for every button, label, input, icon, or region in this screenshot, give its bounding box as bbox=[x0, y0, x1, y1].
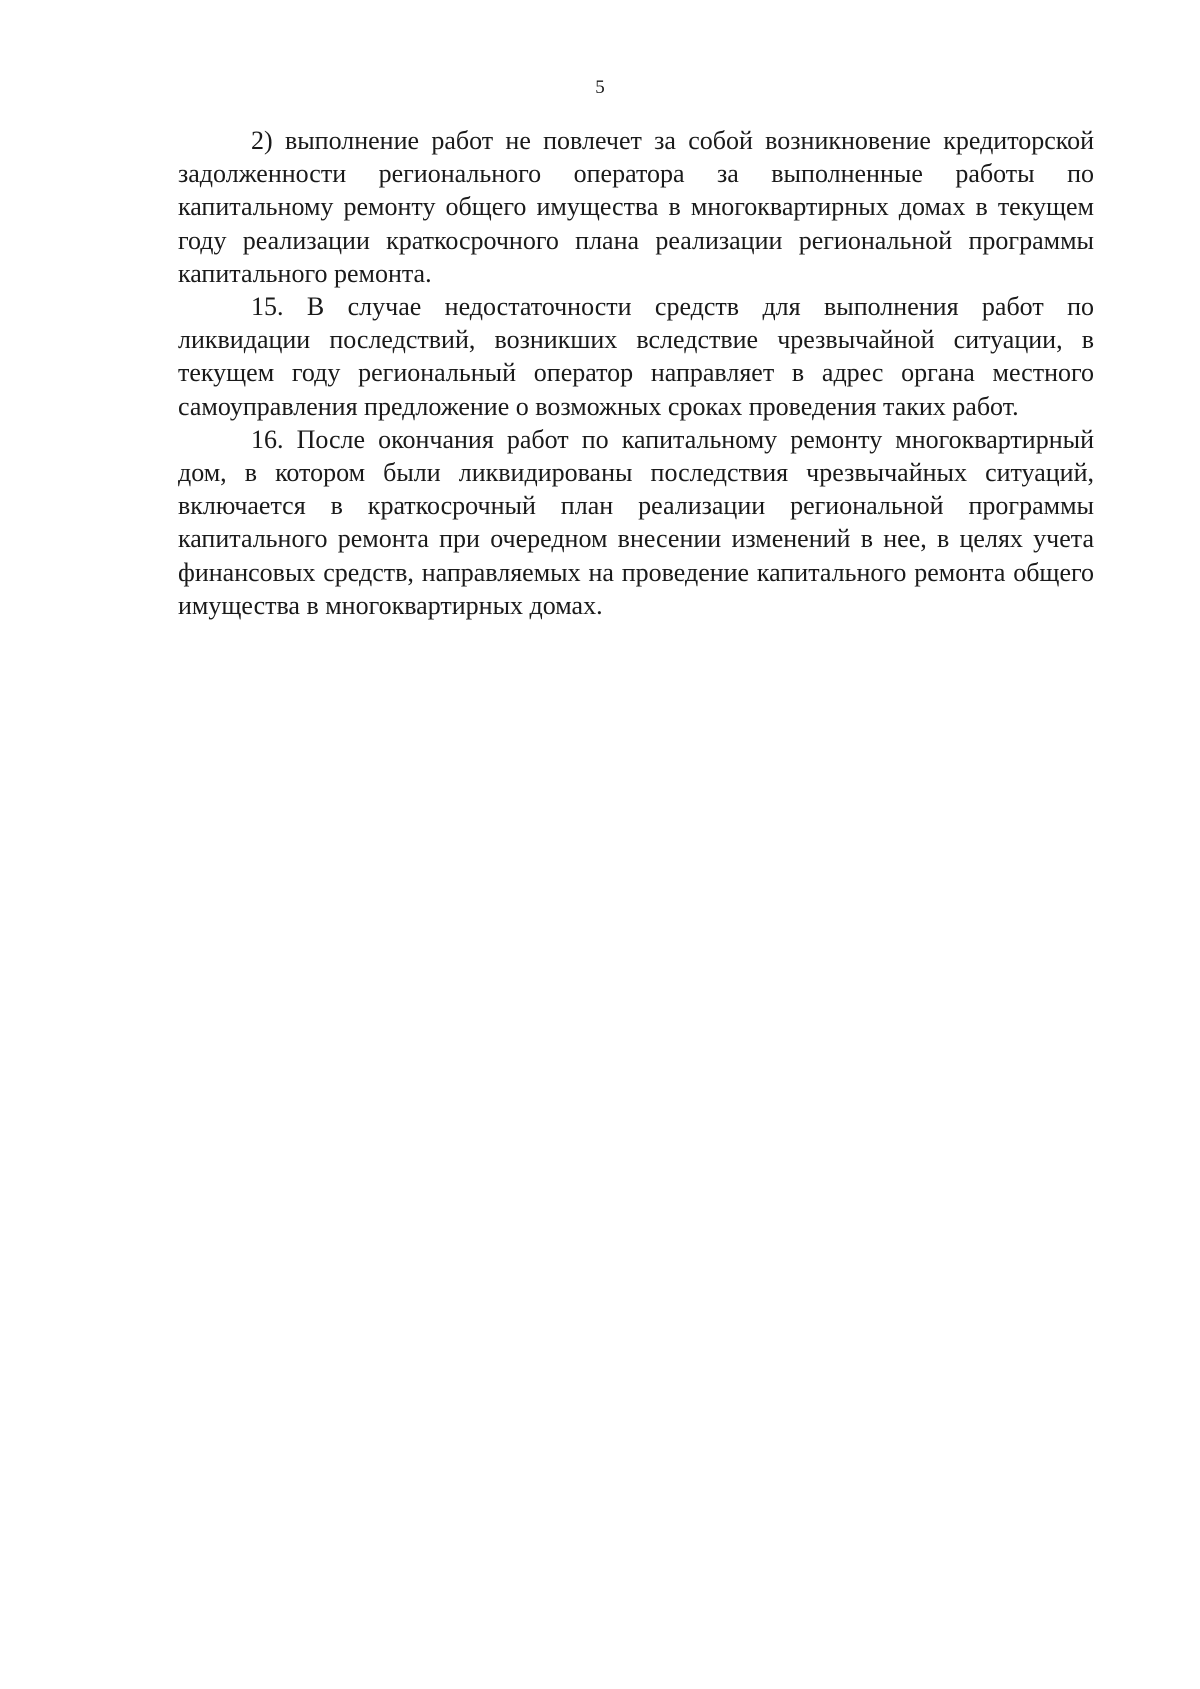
page-number: 5 bbox=[595, 77, 605, 98]
paragraph-point-16: 16. После окончания работ по капитальному ремонту многоквартирный дом, в котором были ликвидированы последствия чрезвычайных ситуаций, включается в краткосрочный план реализации региональной программы капитального ремонта при очередном внесении изменений в нее, в целях учета финансовых средств, направляемых на проведение капитального ремонта общего имущества в многоквартирных домах. bbox=[178, 424, 1094, 620]
paragraph-point-15: 15. В случае недостаточности средств для выполнения работ по ликвидации последствий, возникших вследствие чрезвычайной ситуации, в текущем году региональный оператор направляет в адрес органа местного самоуправления предложение о возможных сроках проведения таких работ. bbox=[178, 292, 1094, 421]
paragraph-item-2: 2) выполнение работ не повлечет за собой возникновение кредиторской задолженности регионального оператора за выполненные работы по капитальному ремонту общего имущества в многоквартирных домах в текущем году реализации краткосрочного плана реализации региональной программы капитального ремонта. bbox=[178, 126, 1094, 288]
document-body bbox=[178, 124, 1094, 622]
